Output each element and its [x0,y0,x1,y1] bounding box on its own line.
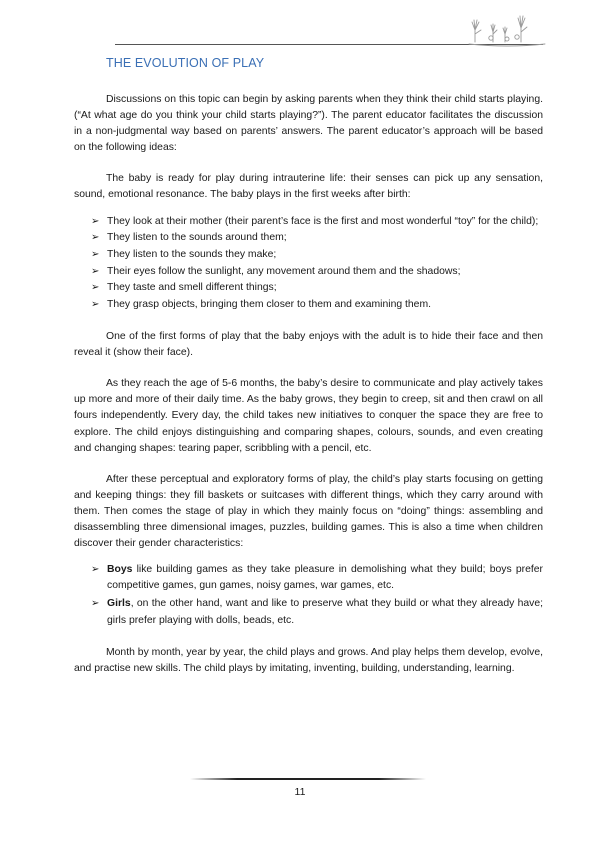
arrowhead-bullet-icon: ➢ [91,265,100,277]
page-number: 11 [294,786,306,798]
first-weeks-list [74,214,543,314]
arrowhead-bullet-icon: ➢ [91,215,100,227]
arrowhead-bullet-icon: ➢ [91,564,100,576]
list-item: ➢ They look at their mother (their parent’s face is the first and most wonderful “toy” for the child); [91,214,543,230]
paragraph-hide-face: One of the first forms of play that the baby enjoys with the adult is to hide their face and then reveal it (show their face). [74,331,543,359]
list-item: ➢ They listen to the sounds around them; [91,230,543,246]
list-item: ➢ Their eyes follow the sunlight, any movement around them and the shadows; [91,264,543,280]
arrowhead-bullet-icon: ➢ [91,232,100,244]
footer-rule [190,778,426,780]
list-item-boys: ➢ Boys like building games as they take pleasure in demolishing what they build; boys prefer competitive games, gun games, noisy games, war games, etc. [91,564,543,592]
list-item: ➢ They listen to the sounds they make; [91,247,543,263]
arrowhead-bullet-icon: ➢ [91,282,100,294]
raised-hands-logo-icon [467,8,547,50]
arrowhead-bullet-icon: ➢ [91,598,100,610]
arrowhead-bullet-icon: ➢ [91,248,100,260]
arrowhead-bullet-icon: ➢ [91,299,100,310]
paragraph-conclusion: Month by month, year by year, the child plays and grows. And play helps them develop, evolve, and practise new skills. The child plays by imitating, inventing, building, understanding, learning. [74,646,543,674]
paragraph-intrauterine: The baby is ready for play during intrauterine life: their senses can pick up any sensation, sound, emotional resonance. The baby plays in the first weeks after birth: [74,173,543,201]
paragraph-exploratory-play: After these perceptual and exploratory forms of play, the child’s play starts focusing on getting and keeping things: they fill baskets or suitcases with different things, which they carry around with them. Then comes the stage of play in which they mainly focus on “doing” things: assembling and disassembling three dimensional images, puzzles, building games. This is also a time when children discover their gender characteristics: [74,473,543,550]
list-item: ➢ They taste and smell different things; [91,280,543,296]
list-item: ➢ They grasp objects, bringing them closer to them and examining them. [91,297,543,313]
paragraph-five-six-months: As they reach the age of 5-6 months, the baby’s desire to communicate and play actively takes up more and more of their daily time. As the baby grows, they begin to creep, sit and then crawl on all fours independently. Every day, the child takes new initiatives to conquer the space they are free to explore. The child enjoys distinguishing and comparing shapes, colours, sounds, and even creating and changing shapes: tearing paper, scribbling with a pencil, etc. [74,378,543,454]
body-text [74,92,543,692]
gender-list [74,562,543,628]
section-title: THE EVOLUTION OF PLAY [106,56,265,70]
paragraph-intro: Discussions on this topic can begin by asking parents when they think their child starts playing. (“At what age do you think your child starts playing?”). The parent educator facilitates the discussion in a non-judgmental way based on parents’ answers. The parent educator’s approach will be based on the following ideas: [74,94,543,154]
list-item-girls: ➢ Girls, on the other hand, want and like to preserve what they build or what they already have; girls prefer playing with dolls, beads, etc. [91,598,543,626]
